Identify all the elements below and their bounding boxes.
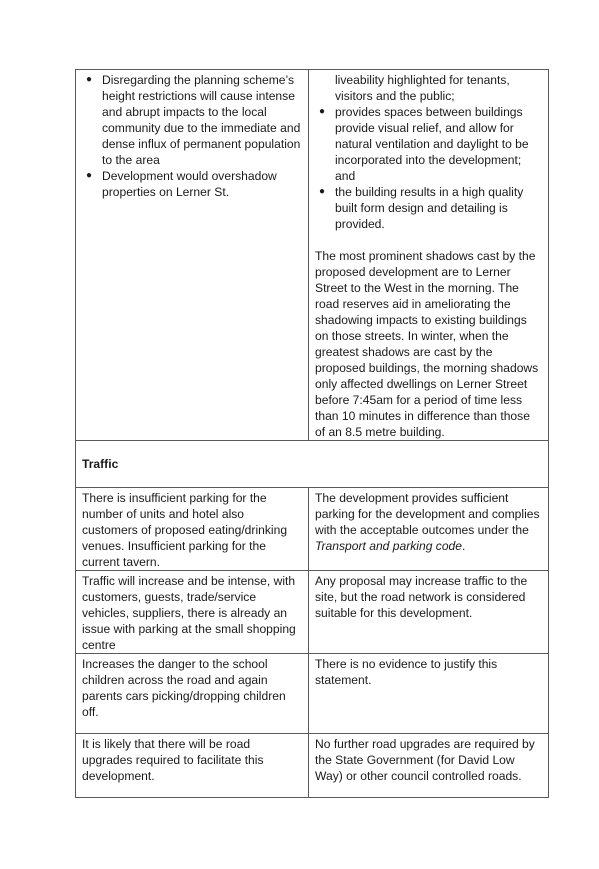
list-item-text: Disregarding the planning scheme’s height restrictions will cause intense and abrupt impacts to the local community due to the immediate and dense influx of permanent population to the area [102, 73, 301, 167]
submission-cell [76, 70, 309, 441]
list-item-text: the building results in a high quality built form design and detailing is provided. [335, 185, 524, 231]
list-item [82, 72, 303, 168]
section-heading-cell [76, 441, 549, 488]
bullet-icon: ● [319, 186, 326, 197]
response-cell: There is no evidence to justify this statement. [309, 654, 549, 734]
submission-bullet-list [82, 72, 303, 200]
submission-cell: Increases the danger to the school children across the road and again parents cars picking/dropping children off. [76, 654, 309, 734]
section-heading: Traffic [82, 457, 119, 471]
response-cell [309, 70, 549, 441]
list-item [315, 104, 543, 184]
response-text: The development provides sufficient parking for the development and complies with the acceptable outcomes under the [315, 491, 540, 537]
bullet-icon: ● [86, 170, 93, 181]
table-row [76, 488, 549, 571]
response-paragraph: The most prominent shadows cast by the proposed development are to Lerner Street to the West in the morning. The road reserves aid in ameliorating the shadowing impacts to existing buildings on those streets. In winter, when the greatest shadows are cast by the proposed buildings, the morning shadows only affected dwellings on Lerner Street before 7:45am for a period of time less than 10 minutes in difference than those of an 8.5 metre building. [315, 249, 539, 439]
table-row [76, 734, 549, 798]
table-row [76, 654, 549, 734]
response-text-end: . [462, 539, 466, 553]
response-cell: No further road upgrades are required by the State Government (for David Low Way) or other council controlled roads. [309, 734, 549, 798]
section-heading-row [76, 441, 549, 488]
submission-cell: It is likely that there will be road upgrades required to facilitate this development. [76, 734, 309, 798]
bullet-icon: ● [319, 106, 326, 117]
table-row [76, 70, 549, 441]
list-item-text: Development would overshadow properties on Lerner St. [102, 169, 277, 199]
response-cell [309, 488, 549, 571]
submission-cell: There is insufficient parking for the number of units and hotel also customers of proposed eating/drinking venues. Insufficient parking for the current tavern. [76, 488, 309, 571]
submissions-table [75, 69, 549, 798]
list-item [315, 184, 543, 232]
response-bullet-list [315, 72, 543, 232]
list-item [82, 168, 303, 200]
submission-cell: Traffic will increase and be intense, with customers, guests, trade/service vehicles, suppliers, there is already an issue with parking at the small shopping centre [76, 571, 309, 654]
list-item-text: liveability highlighted for tenants, visitors and the public; [335, 73, 510, 103]
response-cell: Any proposal may increase traffic to the site, but the road network is considered suitable for this development. [309, 571, 549, 654]
list-item-continuation [315, 72, 543, 104]
list-item-text: provides spaces between buildings provide visual relief, and allow for natural ventilation and daylight to be incorporated into the development; and [335, 105, 529, 183]
bullet-icon: ● [86, 74, 93, 85]
table-row [76, 571, 549, 654]
code-name: Transport and parking code [315, 539, 463, 553]
